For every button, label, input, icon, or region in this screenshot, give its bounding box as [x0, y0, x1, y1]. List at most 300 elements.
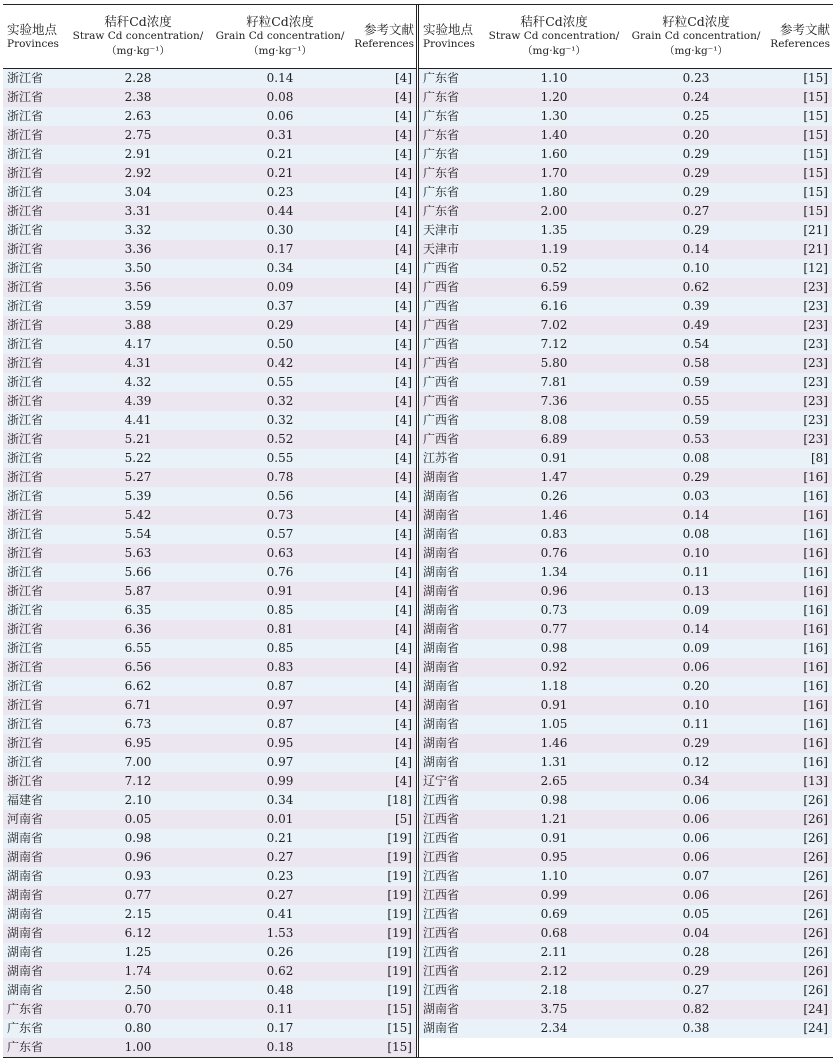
cell-straw-cd: 6.89	[540, 432, 568, 446]
cell-reference: [16]	[803, 470, 828, 484]
cell-straw-cd: 1.18	[540, 679, 568, 693]
header-province-en: Provinces	[423, 37, 475, 50]
cell-straw-cd: 6.71	[124, 698, 152, 712]
cell-straw-cd: 1.80	[540, 185, 568, 199]
table-row	[3, 1019, 416, 1038]
cell-province: 浙江省	[7, 717, 44, 731]
cell-straw-cd: 2.91	[124, 147, 152, 161]
cell-province: 浙江省	[7, 660, 44, 674]
cell-province: 湖南省	[7, 983, 44, 997]
table-row	[3, 639, 416, 658]
cell-province: 广东省	[423, 147, 460, 161]
cell-reference: [4]	[395, 280, 412, 294]
cell-straw-cd: 6.62	[124, 679, 152, 693]
cell-straw-cd: 5.39	[124, 489, 152, 503]
cell-province: 浙江省	[7, 755, 44, 769]
cell-reference: [4]	[395, 470, 412, 484]
header-ref-zh: 参考文献	[363, 21, 414, 37]
table-row	[3, 905, 416, 924]
table-row	[419, 924, 832, 943]
cell-province: 浙江省	[7, 584, 44, 598]
cell-straw-cd: 1.31	[540, 755, 568, 769]
cell-straw-cd: 5.21	[124, 432, 152, 446]
table-row	[419, 107, 832, 126]
cell-province: 广西省	[423, 337, 460, 351]
table-row	[419, 69, 832, 88]
cell-province: 浙江省	[7, 489, 44, 503]
cell-province: 浙江省	[7, 736, 44, 750]
cell-grain-cd: 0.76	[266, 565, 294, 579]
cell-reference: [19]	[387, 983, 412, 997]
cell-grain-cd: 0.97	[266, 755, 294, 769]
header-references	[354, 5, 416, 68]
table-row	[3, 335, 416, 354]
cell-straw-cd: 0.52	[540, 261, 568, 275]
cell-grain-cd: 0.32	[266, 413, 294, 427]
table-row	[3, 696, 416, 715]
cell-grain-cd: 0.27	[266, 850, 294, 864]
cell-province: 浙江省	[7, 451, 44, 465]
cell-straw-cd: 3.88	[124, 318, 152, 332]
cell-grain-cd: 0.55	[266, 375, 294, 389]
cell-province: 湖南省	[423, 527, 460, 541]
cell-straw-cd: 3.75	[540, 1002, 568, 1016]
cell-reference: [4]	[395, 71, 412, 85]
header-province	[3, 5, 70, 68]
table-row	[3, 867, 416, 886]
table-row	[419, 544, 832, 563]
cell-reference: [5]	[395, 812, 412, 826]
table-row	[419, 278, 832, 297]
cell-province: 浙江省	[7, 470, 44, 484]
header-straw-en: Straw Cd concentration/	[72, 30, 204, 42]
cell-grain-cd: 0.48	[266, 983, 294, 997]
cell-reference: [26]	[803, 926, 828, 940]
cell-grain-cd: 0.25	[682, 109, 710, 123]
cell-reference: [4]	[395, 584, 412, 598]
table-row	[3, 601, 416, 620]
cell-province: 浙江省	[7, 641, 44, 655]
cell-grain-cd: 0.30	[266, 223, 294, 237]
cell-province: 浙江省	[7, 356, 44, 370]
table-row	[419, 962, 832, 981]
row-filler	[419, 1038, 832, 1057]
cell-grain-cd: 0.37	[266, 299, 294, 313]
table-left-half	[3, 5, 419, 1057]
cell-straw-cd: 3.31	[124, 204, 152, 218]
cell-reference: [19]	[387, 907, 412, 921]
cell-straw-cd: 0.80	[124, 1021, 152, 1035]
cell-straw-cd: 0.98	[124, 831, 152, 845]
cell-grain-cd: 0.85	[266, 603, 294, 617]
header-references	[770, 5, 832, 68]
cell-straw-cd: 6.56	[124, 660, 152, 674]
cell-straw-cd: 2.12	[540, 964, 568, 978]
cell-reference: [4]	[395, 432, 412, 446]
table-row	[419, 620, 832, 639]
table-row	[3, 620, 416, 639]
cell-straw-cd: 6.95	[124, 736, 152, 750]
cell-grain-cd: 0.28	[682, 945, 710, 959]
cell-reference: [4]	[395, 337, 412, 351]
cell-province: 浙江省	[7, 280, 44, 294]
cell-straw-cd: 0.98	[540, 641, 568, 655]
cell-province: 浙江省	[7, 128, 44, 142]
cell-reference: [15]	[803, 71, 828, 85]
cell-province: 广东省	[7, 1021, 44, 1035]
cell-reference: [23]	[803, 375, 828, 389]
cell-straw-cd: 3.59	[124, 299, 152, 313]
cell-reference: [23]	[803, 413, 828, 427]
cell-straw-cd: 3.50	[124, 261, 152, 275]
cell-grain-cd: 0.63	[266, 546, 294, 560]
cell-reference: [16]	[803, 755, 828, 769]
cell-province: 浙江省	[7, 337, 44, 351]
cell-grain-cd: 0.29	[266, 318, 294, 332]
header-province-en: Provinces	[7, 37, 59, 50]
table-row	[3, 1000, 416, 1019]
cell-reference: [19]	[387, 869, 412, 883]
cell-straw-cd: 6.55	[124, 641, 152, 655]
cell-grain-cd: 0.52	[266, 432, 294, 446]
cell-straw-cd: 7.00	[124, 755, 152, 769]
header-grain-zh: 籽粒Cd浓度	[662, 14, 730, 29]
cell-grain-cd: 0.14	[682, 508, 710, 522]
cell-straw-cd: 1.34	[540, 565, 568, 579]
cell-grain-cd: 0.12	[682, 755, 710, 769]
cell-grain-cd: 0.53	[682, 432, 710, 446]
cell-grain-cd: 0.09	[682, 641, 710, 655]
cell-reference: [23]	[803, 280, 828, 294]
cell-straw-cd: 3.36	[124, 242, 152, 256]
cell-reference: [15]	[387, 1002, 412, 1016]
cell-reference: [15]	[803, 166, 828, 180]
table-row	[419, 221, 832, 240]
cell-straw-cd: 2.00	[540, 204, 568, 218]
cell-grain-cd: 0.34	[266, 793, 294, 807]
cell-province: 浙江省	[7, 546, 44, 560]
cell-province: 湖南省	[423, 470, 460, 484]
cell-grain-cd: 0.85	[266, 641, 294, 655]
cell-reference: [16]	[803, 736, 828, 750]
cell-grain-cd: 0.29	[682, 185, 710, 199]
cell-straw-cd: 1.25	[124, 945, 152, 959]
table-row	[419, 829, 832, 848]
table-row	[419, 430, 832, 449]
cell-straw-cd: 6.35	[124, 603, 152, 617]
cell-province: 江西省	[423, 907, 460, 921]
table-row	[3, 848, 416, 867]
cell-reference: [4]	[395, 527, 412, 541]
table-row	[3, 734, 416, 753]
cell-straw-cd: 0.93	[124, 869, 152, 883]
cell-grain-cd: 0.17	[266, 1021, 294, 1035]
cell-grain-cd: 0.49	[682, 318, 710, 332]
table-row	[3, 544, 416, 563]
cell-reference: [16]	[803, 641, 828, 655]
table-row	[3, 1038, 416, 1057]
cell-straw-cd: 2.75	[124, 128, 152, 142]
cell-grain-cd: 0.87	[266, 679, 294, 693]
cell-reference: [26]	[803, 964, 828, 978]
cell-province: 浙江省	[7, 261, 44, 275]
table-row	[419, 468, 832, 487]
cell-province: 湖南省	[423, 508, 460, 522]
table-row	[419, 411, 832, 430]
cell-straw-cd: 1.00	[124, 1040, 152, 1054]
cell-grain-cd: 0.59	[682, 413, 710, 427]
cell-province: 广西省	[423, 375, 460, 389]
cell-grain-cd: 0.41	[266, 907, 294, 921]
table-row	[3, 240, 416, 259]
cell-straw-cd: 0.76	[540, 546, 568, 560]
cell-province: 湖南省	[423, 698, 460, 712]
table-row	[3, 107, 416, 126]
cell-reference: [4]	[395, 660, 412, 674]
cell-province: 浙江省	[7, 204, 44, 218]
cell-grain-cd: 0.55	[682, 394, 710, 408]
cell-province: 浙江省	[7, 565, 44, 579]
table-row	[419, 601, 832, 620]
cell-grain-cd: 0.06	[682, 660, 710, 674]
cell-straw-cd: 6.12	[124, 926, 152, 940]
cell-reference: [4]	[395, 736, 412, 750]
table-row	[419, 202, 832, 221]
table-row	[419, 981, 832, 1000]
cell-reference: [4]	[395, 185, 412, 199]
cell-reference: [15]	[803, 185, 828, 199]
cell-straw-cd: 4.39	[124, 394, 152, 408]
table-row	[419, 905, 832, 924]
header-straw-unit: （mg·kg⁻¹）	[106, 45, 170, 57]
cell-grain-cd: 0.27	[682, 983, 710, 997]
cell-reference: [21]	[803, 242, 828, 256]
header-grain-unit: （mg·kg⁻¹）	[248, 45, 312, 57]
cell-province: 广西省	[423, 299, 460, 313]
cell-grain-cd: 0.57	[266, 527, 294, 541]
cell-grain-cd: 0.20	[682, 128, 710, 142]
cell-reference: [18]	[387, 793, 412, 807]
cell-straw-cd: 6.36	[124, 622, 152, 636]
cell-straw-cd: 0.95	[540, 850, 568, 864]
cell-province: 江苏省	[423, 451, 460, 465]
cell-province: 浙江省	[7, 299, 44, 313]
cell-straw-cd: 0.91	[540, 451, 568, 465]
cell-grain-cd: 0.23	[266, 869, 294, 883]
cell-grain-cd: 0.34	[682, 774, 710, 788]
cell-province: 浙江省	[7, 394, 44, 408]
cell-province: 浙江省	[7, 71, 44, 85]
cell-straw-cd: 0.91	[540, 698, 568, 712]
header-straw-zh: 秸秆Cd浓度	[104, 14, 172, 29]
cell-straw-cd: 3.32	[124, 223, 152, 237]
cell-reference: [4]	[395, 755, 412, 769]
table-row	[419, 582, 832, 601]
table-row	[3, 69, 416, 88]
cell-reference: [4]	[395, 603, 412, 617]
cell-province: 江西省	[423, 983, 460, 997]
cell-province: 浙江省	[7, 318, 44, 332]
cell-grain-cd: 0.29	[682, 166, 710, 180]
cell-grain-cd: 0.04	[682, 926, 710, 940]
cell-province: 天津市	[423, 223, 460, 237]
cell-province: 湖南省	[423, 546, 460, 560]
cell-grain-cd: 0.38	[682, 1021, 710, 1035]
cell-reference: [4]	[395, 717, 412, 731]
cell-province: 浙江省	[7, 185, 44, 199]
cell-grain-cd: 0.03	[682, 489, 710, 503]
cell-province: 江西省	[423, 869, 460, 883]
cell-straw-cd: 5.22	[124, 451, 152, 465]
cell-province: 浙江省	[7, 413, 44, 427]
table-row	[419, 449, 832, 468]
cell-straw-cd: 6.16	[540, 299, 568, 313]
cell-reference: [26]	[803, 983, 828, 997]
cell-straw-cd: 0.99	[540, 888, 568, 902]
cell-province: 江西省	[423, 926, 460, 940]
cell-straw-cd: 2.18	[540, 983, 568, 997]
cell-grain-cd: 0.29	[682, 470, 710, 484]
cell-straw-cd: 0.92	[540, 660, 568, 674]
table-row	[3, 829, 416, 848]
cell-reference: [26]	[803, 831, 828, 845]
cell-grain-cd: 0.20	[682, 679, 710, 693]
table-row	[419, 734, 832, 753]
cell-grain-cd: 0.83	[266, 660, 294, 674]
cell-straw-cd: 4.41	[124, 413, 152, 427]
cell-reference: [15]	[803, 204, 828, 218]
table-right-half	[419, 5, 832, 1057]
cell-grain-cd: 0.14	[682, 622, 710, 636]
cell-province: 广西省	[423, 413, 460, 427]
header-straw-unit: （mg·kg⁻¹）	[522, 45, 586, 57]
table-row	[419, 772, 832, 791]
cell-straw-cd: 1.10	[540, 71, 568, 85]
cell-province: 广西省	[423, 280, 460, 294]
cell-reference: [19]	[387, 926, 412, 940]
cell-grain-cd: 0.08	[682, 451, 710, 465]
cell-reference: [4]	[395, 261, 412, 275]
cell-straw-cd: 0.96	[540, 584, 568, 598]
table-row	[3, 411, 416, 430]
cell-reference: [4]	[395, 356, 412, 370]
cell-grain-cd: 0.14	[682, 242, 710, 256]
cell-straw-cd: 2.38	[124, 90, 152, 104]
cell-grain-cd: 0.54	[682, 337, 710, 351]
cell-grain-cd: 0.73	[266, 508, 294, 522]
cell-straw-cd: 0.98	[540, 793, 568, 807]
cell-province: 江西省	[423, 793, 460, 807]
cell-reference: [4]	[395, 508, 412, 522]
cell-reference: [26]	[803, 869, 828, 883]
table-row	[419, 259, 832, 278]
cell-reference: [4]	[395, 375, 412, 389]
cell-straw-cd: 6.73	[124, 717, 152, 731]
cell-province: 广东省	[7, 1040, 44, 1054]
cell-grain-cd: 0.29	[682, 147, 710, 161]
cell-grain-cd: 0.56	[266, 489, 294, 503]
header-grain	[206, 5, 354, 68]
table-row	[3, 487, 416, 506]
cell-reference: [16]	[803, 527, 828, 541]
cell-straw-cd: 1.74	[124, 964, 152, 978]
table-row	[419, 696, 832, 715]
cell-grain-cd: 0.13	[682, 584, 710, 598]
cell-straw-cd: 7.12	[540, 337, 568, 351]
cell-province: 广东省	[423, 71, 460, 85]
table-row	[3, 354, 416, 373]
cell-reference: [26]	[803, 888, 828, 902]
table-row	[3, 810, 416, 829]
header-grain	[622, 5, 770, 68]
cell-straw-cd: 5.66	[124, 565, 152, 579]
cell-straw-cd: 2.28	[124, 71, 152, 85]
table-row	[3, 278, 416, 297]
cell-straw-cd: 0.26	[540, 489, 568, 503]
cell-reference: [12]	[803, 261, 828, 275]
header-straw	[70, 5, 206, 68]
table-row	[3, 677, 416, 696]
cell-reference: [4]	[395, 679, 412, 693]
header-ref-en: References	[770, 37, 830, 50]
cell-province: 湖南省	[423, 717, 460, 731]
cell-reference: [16]	[803, 565, 828, 579]
cell-grain-cd: 0.27	[682, 204, 710, 218]
header-straw-zh: 秸秆Cd浓度	[520, 14, 588, 29]
cell-straw-cd: 1.10	[540, 869, 568, 883]
cell-reference: [4]	[395, 565, 412, 579]
table-row	[419, 715, 832, 734]
cell-grain-cd: 0.08	[266, 90, 294, 104]
cell-grain-cd: 0.95	[266, 736, 294, 750]
header-grain-en: Grain Cd concentration/	[631, 30, 761, 42]
table-row	[3, 962, 416, 981]
table-row	[419, 335, 832, 354]
cell-straw-cd: 0.83	[540, 527, 568, 541]
cell-straw-cd: 5.27	[124, 470, 152, 484]
cell-grain-cd: 0.23	[682, 71, 710, 85]
cell-straw-cd: 1.46	[540, 508, 568, 522]
table-row	[419, 240, 832, 259]
cell-grain-cd: 0.07	[682, 869, 710, 883]
cell-reference: [21]	[803, 223, 828, 237]
cell-straw-cd: 7.81	[540, 375, 568, 389]
cell-grain-cd: 0.09	[266, 280, 294, 294]
cell-straw-cd: 4.17	[124, 337, 152, 351]
table-row	[419, 658, 832, 677]
cell-province: 浙江省	[7, 109, 44, 123]
cell-province: 浙江省	[7, 508, 44, 522]
cell-reference: [16]	[803, 508, 828, 522]
cell-reference: [23]	[803, 337, 828, 351]
cell-straw-cd: 5.87	[124, 584, 152, 598]
table-row	[3, 981, 416, 1000]
cell-province: 浙江省	[7, 90, 44, 104]
cell-grain-cd: 0.78	[266, 470, 294, 484]
cell-straw-cd: 2.63	[124, 109, 152, 123]
cell-province: 天津市	[423, 242, 460, 256]
table-body	[3, 4, 833, 1058]
cell-grain-cd: 0.24	[682, 90, 710, 104]
table-row	[3, 183, 416, 202]
cell-grain-cd: 0.14	[266, 71, 294, 85]
table-row	[419, 848, 832, 867]
cell-grain-cd: 0.21	[266, 166, 294, 180]
cell-grain-cd: 0.97	[266, 698, 294, 712]
cell-province: 湖南省	[7, 907, 44, 921]
header-row-left	[3, 5, 416, 69]
header-row-right	[419, 5, 832, 69]
